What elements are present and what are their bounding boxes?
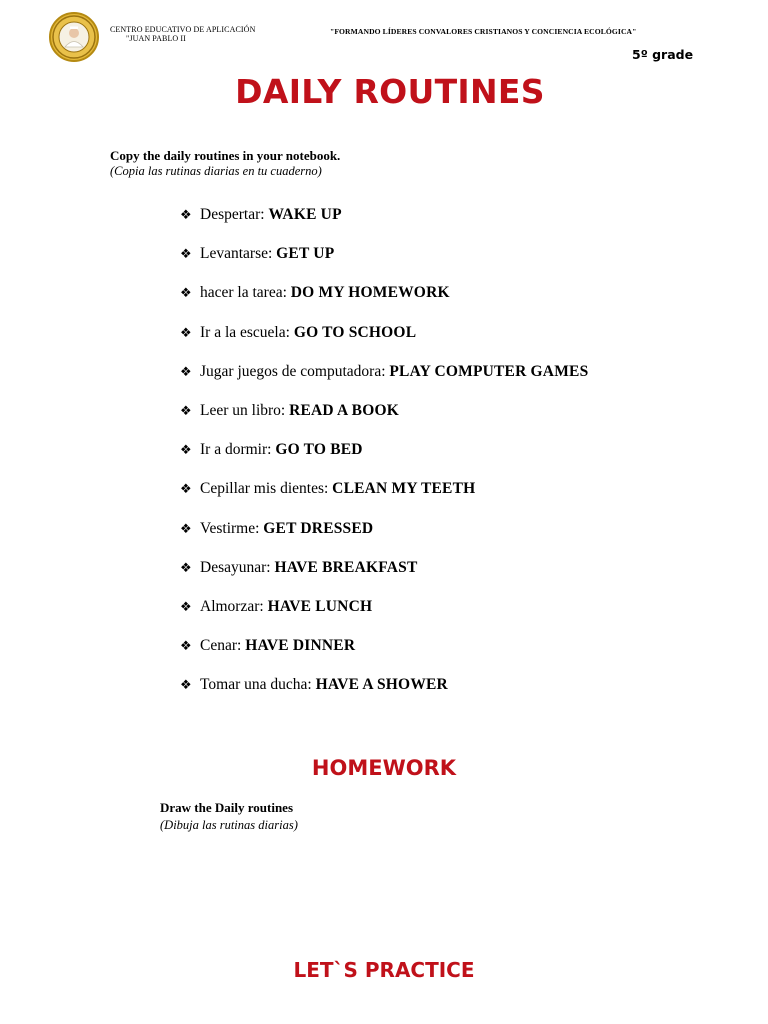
diamond-bullet-icon: ❖ <box>180 599 192 615</box>
diamond-bullet-icon: ❖ <box>180 364 192 380</box>
diamond-bullet-icon: ❖ <box>180 521 192 537</box>
routine-item <box>180 402 588 441</box>
routine-english: PLAY COMPUTER GAMES <box>389 362 589 380</box>
routine-english: HAVE A SHOWER <box>315 676 448 694</box>
routine-english: HAVE DINNER <box>245 637 356 655</box>
routine-item <box>180 520 588 559</box>
homework-heading: HOMEWORK <box>311 756 457 780</box>
routine-list <box>180 206 588 715</box>
routine-spanish: Cenar: <box>200 637 246 655</box>
routine-english: DO MY HOMEWORK <box>290 284 450 302</box>
routine-item <box>180 206 588 245</box>
routine-spanish: Levantarse: <box>200 245 277 263</box>
routine-item <box>180 676 588 715</box>
diamond-bullet-icon: ❖ <box>180 403 192 419</box>
routine-spanish: Tomar una ducha: <box>200 676 316 694</box>
routine-english: WAKE UP <box>268 206 342 223</box>
routine-english: HAVE BREAKFAST <box>274 558 418 576</box>
routine-spanish: Almorzar: <box>200 597 268 615</box>
school-crest-icon <box>49 12 99 62</box>
routine-spanish: Jugar juegos de computadora: <box>200 362 390 380</box>
routine-english: GET DRESSED <box>263 519 374 537</box>
routine-spanish: Cepillar mis dientes: <box>200 480 333 498</box>
routine-spanish: Leer un libro: <box>200 401 290 419</box>
school-name-line2: "JUAN PABLO II <box>126 34 186 43</box>
routine-item <box>180 598 588 637</box>
routine-item <box>180 480 588 519</box>
routine-english: GO TO SCHOOL <box>293 323 417 341</box>
school-name <box>110 25 255 43</box>
grade-label: 5º grade <box>632 47 694 62</box>
routine-english: GO TO BED <box>275 441 363 459</box>
routine-english: READ A BOOK <box>289 401 399 419</box>
routine-spanish: Despertar: <box>200 206 269 223</box>
routine-spanish: Vestirme: <box>200 519 264 537</box>
diamond-bullet-icon: ❖ <box>180 208 192 223</box>
routine-spanish: hacer la tarea: <box>200 284 291 302</box>
homework-instruction-english: Draw the Daily routines <box>160 800 294 815</box>
routine-item <box>180 284 588 323</box>
page-header <box>0 0 768 80</box>
school-name-line1: CENTRO EDUCATIVO DE APLICACIÓN <box>110 25 256 34</box>
diamond-bullet-icon: ❖ <box>180 482 192 498</box>
diamond-bullet-icon: ❖ <box>180 286 192 302</box>
instruction-english: Copy the daily routines in your notebook. <box>110 148 341 163</box>
homework-instruction-spanish: (Dibuja las rutinas diarias) <box>160 818 298 832</box>
practice-heading: LET`S PRACTICE <box>293 958 475 982</box>
diamond-bullet-icon: ❖ <box>180 325 192 341</box>
diamond-bullet-icon: ❖ <box>180 678 192 694</box>
instruction-spanish: (Copia las rutinas diarias en tu cuaderno) <box>110 164 322 178</box>
routine-item <box>180 324 588 363</box>
routine-item <box>180 441 588 480</box>
routine-spanish: Desayunar: <box>200 558 275 576</box>
diamond-bullet-icon: ❖ <box>180 639 192 655</box>
school-motto: "FORMANDO LÍDERES CONVALORES CRISTIANOS Y CONCIENCIA ECOLÓGICA" <box>330 27 637 36</box>
routine-item <box>180 637 588 676</box>
routine-spanish: Ir a la escuela: <box>200 323 294 341</box>
routine-english: GET UP <box>276 245 335 263</box>
routine-english: CLEAN MY TEETH <box>332 480 476 498</box>
diamond-bullet-icon: ❖ <box>180 560 192 576</box>
routine-spanish: Ir a dormir: <box>200 441 276 459</box>
routine-item <box>180 245 588 284</box>
diamond-bullet-icon: ❖ <box>180 443 192 459</box>
page-title: DAILY ROUTINES <box>235 72 545 111</box>
routine-item <box>180 559 588 598</box>
diamond-bullet-icon: ❖ <box>180 247 192 263</box>
routine-english: HAVE LUNCH <box>267 597 373 615</box>
routine-item <box>180 363 588 402</box>
